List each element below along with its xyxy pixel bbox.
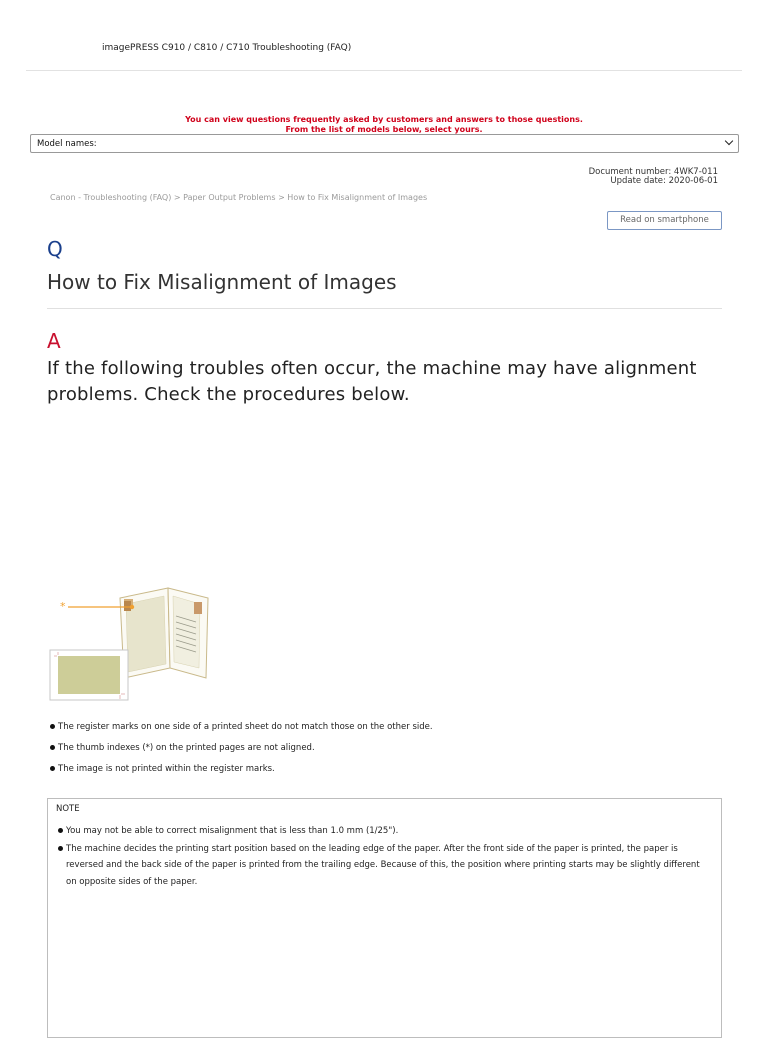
list-item: The register marks on one side of a printed sheet do not match those on the other side. <box>50 720 730 741</box>
breadcrumb[interactable]: Canon - Troubleshooting (FAQ) > Paper Output Problems > How to Fix Misalignment of Images <box>50 193 428 202</box>
title-divider <box>47 308 722 309</box>
note-box <box>47 798 722 1038</box>
answer-text: If the following troubles often occur, the machine may have alignment problems. Check the procedures below. <box>47 358 697 405</box>
printed-sheet-image <box>50 650 128 700</box>
chevron-down-icon <box>725 137 733 145</box>
list-item: The machine decides the printing start position based on the leading edge of the paper. After the front side of the paper is printed, the paper is reversed and the back side of the paper is printed from the trailing edge. Because of this, the position where printing starts may be slightly different on opposite sides of the paper. <box>58 841 708 891</box>
symptom-list <box>50 720 730 783</box>
update-date: Update date: 2020-06-01 <box>610 176 718 186</box>
model-notice <box>0 115 768 135</box>
list-item: The image is not printed within the register marks. <box>50 762 730 783</box>
asterisk-label: * <box>60 600 66 613</box>
notice-line-2: From the list of models below, select yours. <box>285 125 483 134</box>
question-mark-label: Q <box>47 237 63 261</box>
note-title: NOTE <box>56 804 80 814</box>
page-title: How to Fix Misalignment of Images <box>47 270 397 294</box>
list-item: You may not be able to correct misalignment that is less than 1.0 mm (1/25"). <box>58 823 708 840</box>
notice-line-1: You can view questions frequently asked by customers and answers to those questions. <box>185 115 583 124</box>
bullet-icon <box>50 745 55 750</box>
note-list <box>58 823 708 891</box>
model-names-select[interactable] <box>30 134 739 153</box>
page-header-title: imagePRESS C910 / C810 / C710 Troubleshooting (FAQ) <box>102 43 352 53</box>
misalignment-illustration <box>48 580 218 706</box>
document-number: Document number: 4WK7-011 <box>588 167 718 177</box>
bullet-icon <box>58 828 63 833</box>
list-item: The thumb indexes (*) on the printed pages are not aligned. <box>50 741 730 762</box>
read-on-smartphone-button[interactable]: Read on smartphone <box>607 211 722 230</box>
open-book-image <box>120 588 208 678</box>
document-meta <box>589 168 718 186</box>
bullet-icon <box>58 846 63 851</box>
bullet-icon <box>50 766 55 771</box>
answer-mark-label: A <box>47 329 61 353</box>
model-names-label: Model names: <box>37 139 97 149</box>
bullet-icon <box>50 724 55 729</box>
header-divider <box>26 70 742 71</box>
